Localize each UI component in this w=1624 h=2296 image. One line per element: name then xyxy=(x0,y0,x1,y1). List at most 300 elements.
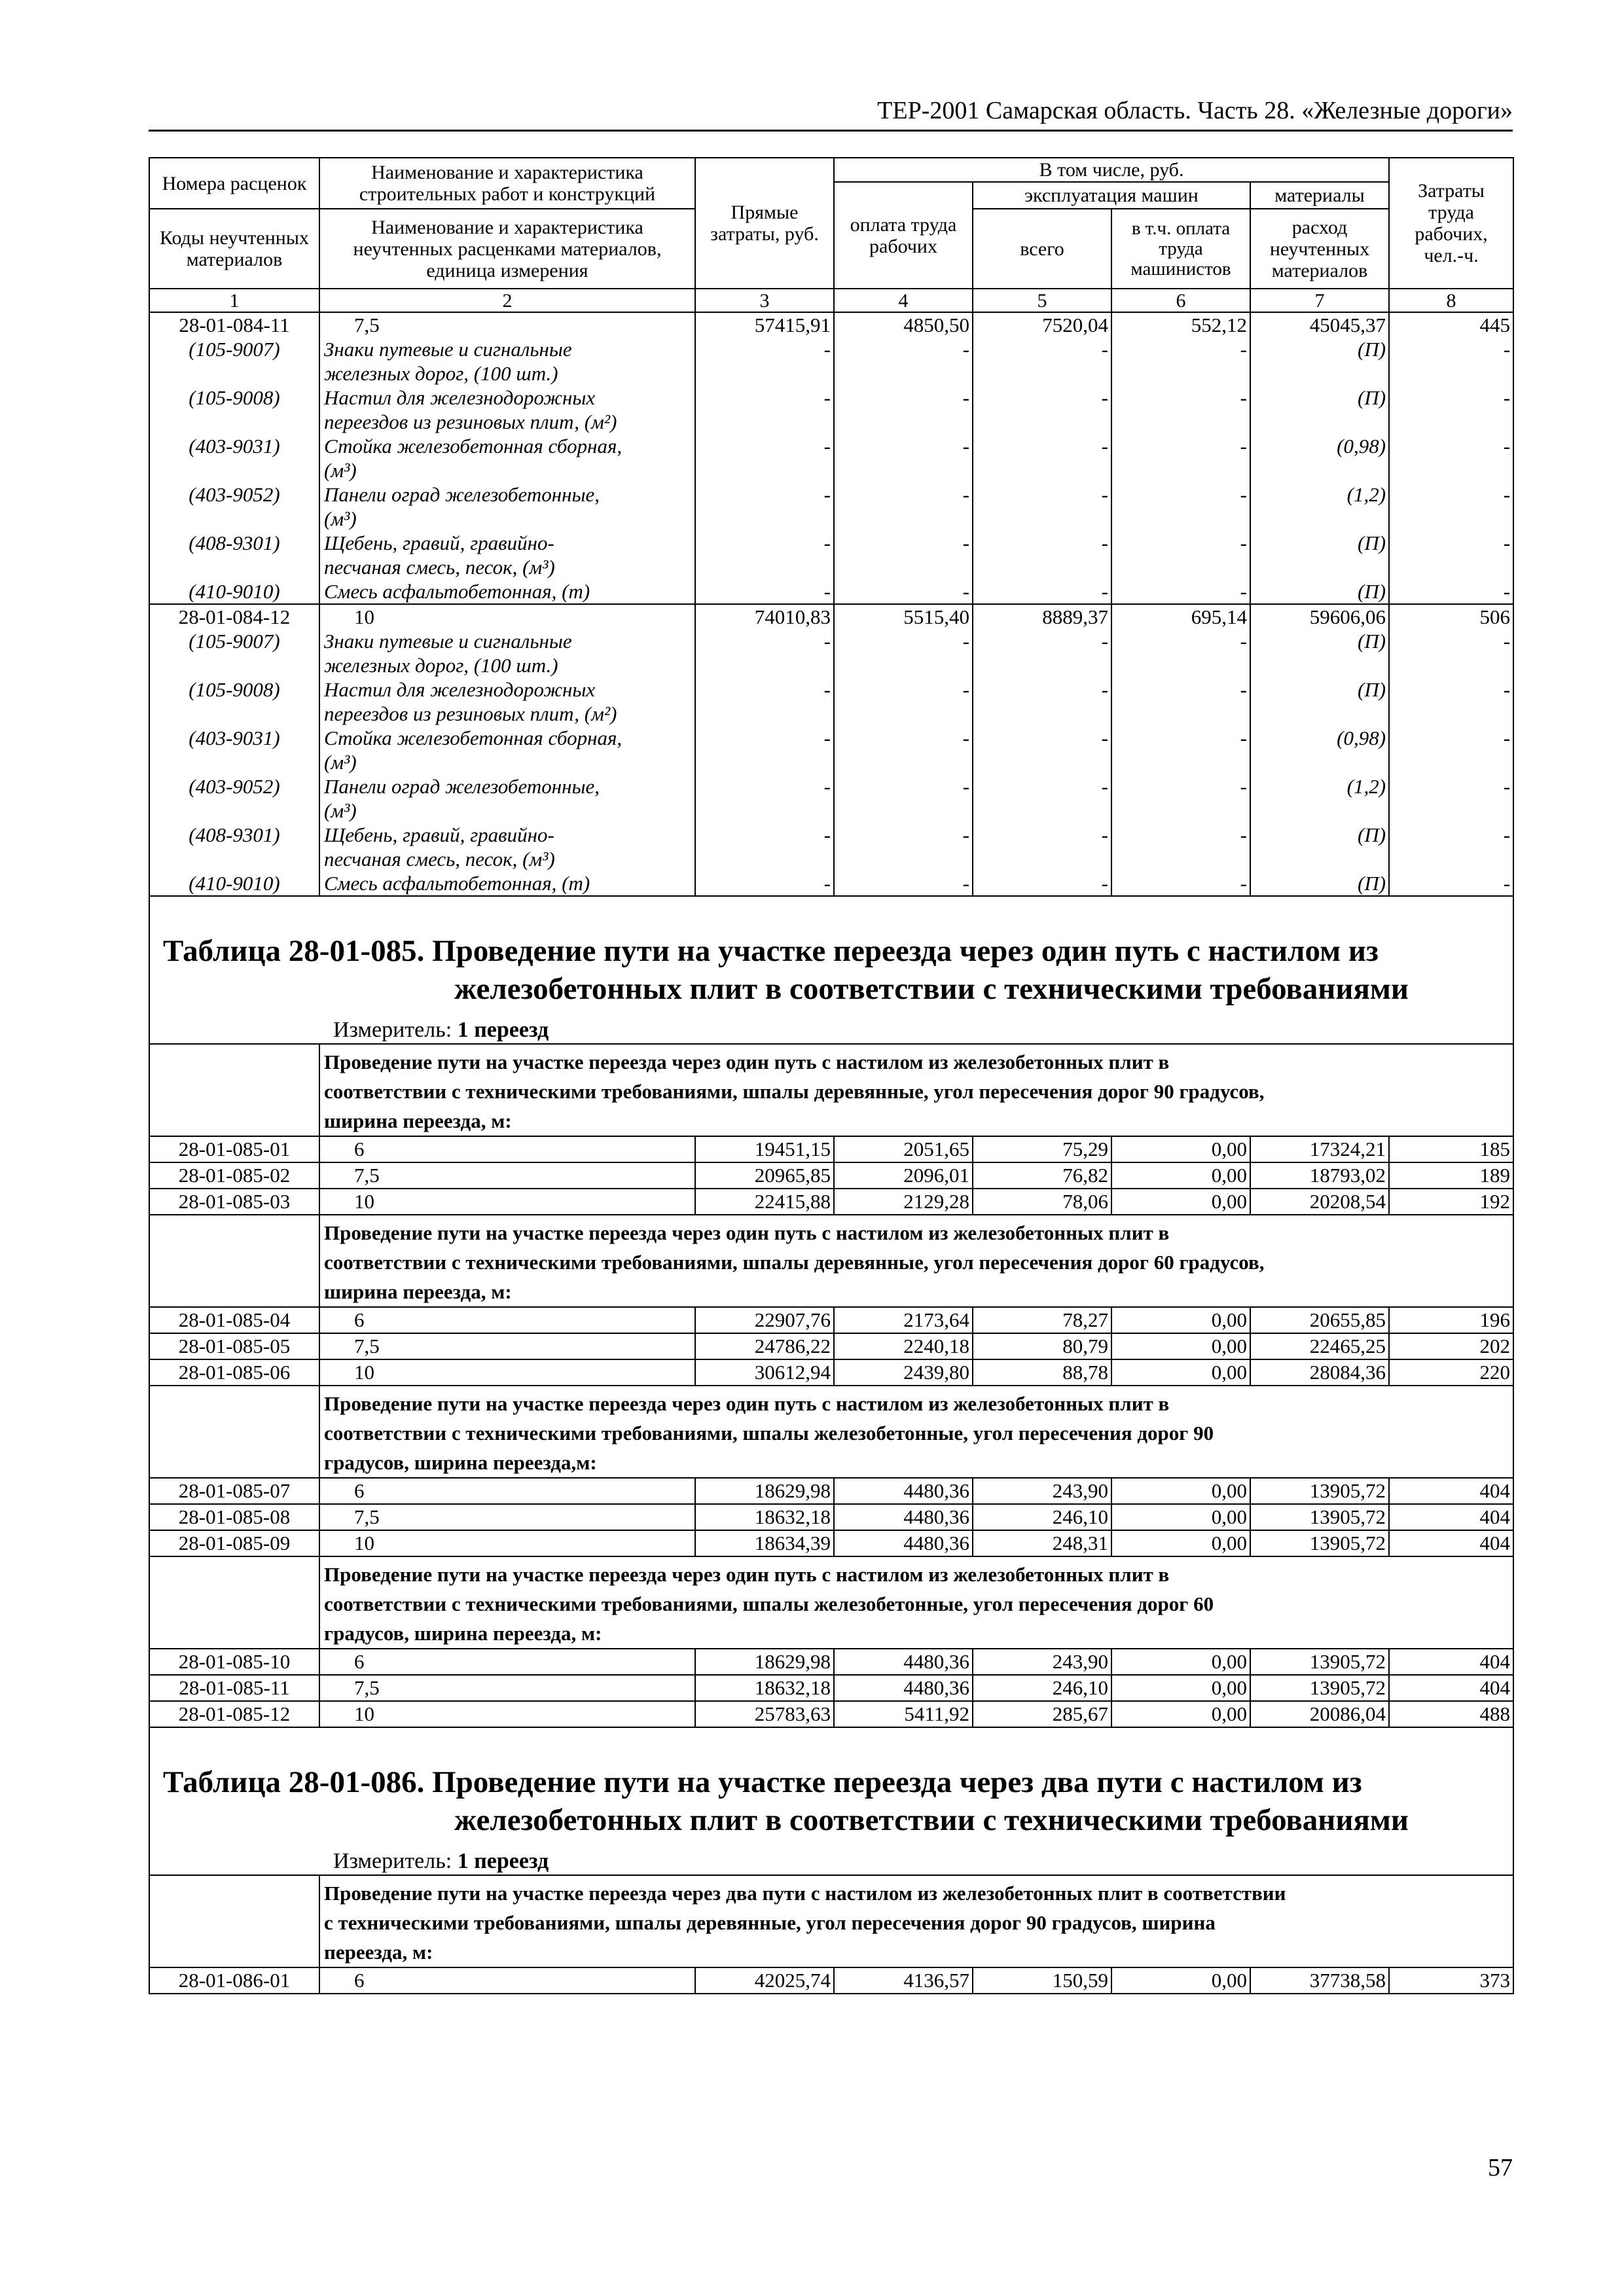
labor-cell: 506 xyxy=(1389,604,1513,629)
materials-cell: 13905,72 xyxy=(1250,1504,1389,1530)
materials-cell: 17324,21 xyxy=(1250,1136,1389,1162)
rate-code-cell: 28-01-085-04 xyxy=(149,1307,319,1333)
materials-cell: 22465,25 xyxy=(1250,1333,1389,1359)
group-heading-line: соответствии с техническими требованиями, шпалы деревянные, угол пересечения дорог 60 градусов, xyxy=(324,1251,1265,1274)
col-number: 2 xyxy=(319,289,695,312)
empty-cell xyxy=(149,1044,319,1136)
dash-cell: - xyxy=(834,337,973,386)
materials-cell: 28084,36 xyxy=(1250,1359,1389,1386)
machinist-wages-cell: 0,00 xyxy=(1111,1189,1250,1215)
wages-cell: 4480,36 xyxy=(834,1478,973,1504)
material-name-line: Щебень, гравий, гравийно- xyxy=(324,531,554,554)
measure-value: 1 переезд xyxy=(457,1018,549,1042)
group-heading-row xyxy=(149,1556,1513,1649)
material-code-cell: (410-9010) xyxy=(149,579,319,604)
material-name-line: (м³) xyxy=(324,507,357,530)
material-use-cell: (П) xyxy=(1250,337,1389,386)
col-head-labor: Затраты труда рабочих, чел.-ч. xyxy=(1389,158,1513,289)
material-name-line: железных дорог, (100 шт.) xyxy=(324,654,558,677)
material-use-cell: (0,98) xyxy=(1250,726,1389,774)
dash-cell: - xyxy=(973,726,1111,774)
material-code-cell: (403-9031) xyxy=(149,434,319,482)
machines-cell: 248,31 xyxy=(973,1530,1111,1556)
group-heading xyxy=(319,1215,1513,1307)
material-name-cell xyxy=(319,579,695,604)
machines-cell: 246,10 xyxy=(973,1504,1111,1530)
rate-name-cell: 10 xyxy=(319,1701,695,1727)
rate-row xyxy=(149,1701,1513,1727)
labor-cell: 445 xyxy=(1389,312,1513,337)
material-name-cell xyxy=(319,726,695,774)
rate-row xyxy=(149,1333,1513,1359)
material-use-cell: (1,2) xyxy=(1250,774,1389,823)
dash-cell: - xyxy=(695,677,834,726)
dash-cell: - xyxy=(834,579,973,604)
machines-cell: 246,10 xyxy=(973,1675,1111,1701)
rate-code-cell: 28-01-086-01 xyxy=(149,1967,319,1994)
col-number: 5 xyxy=(973,289,1111,312)
labor-cell: 220 xyxy=(1389,1359,1513,1386)
materials-cell: 18793,02 xyxy=(1250,1162,1389,1189)
rate-name-cell: 6 xyxy=(319,1136,695,1162)
material-name-line: (м³) xyxy=(324,751,357,774)
direct-cost-cell: 18629,98 xyxy=(695,1649,834,1675)
material-name-line: песчаная смесь, песок, (м³) xyxy=(324,848,555,870)
material-code-cell: (105-9007) xyxy=(149,337,319,386)
machines-cell: 8889,37 xyxy=(973,604,1111,629)
material-use-cell: (П) xyxy=(1250,531,1389,579)
material-code-cell: (403-9052) xyxy=(149,774,319,823)
labor-cell: 373 xyxy=(1389,1967,1513,1994)
rate-name-cell: 10 xyxy=(319,604,695,629)
rate-code-cell: 28-01-085-12 xyxy=(149,1701,319,1727)
group-heading-line: Проведение пути на участке переезда через один путь с настилом из железобетонных плит в xyxy=(324,1392,1170,1415)
dash-cell: - xyxy=(1389,629,1513,677)
group-heading-line: градусов, ширина переезда, м: xyxy=(324,1622,602,1645)
machinist-wages-cell: 0,00 xyxy=(1111,1504,1250,1530)
machinist-wages-cell: 0,00 xyxy=(1111,1359,1250,1386)
wages-cell: 5515,40 xyxy=(834,604,973,629)
labor-cell: 404 xyxy=(1389,1478,1513,1504)
material-code-cell: (408-9301) xyxy=(149,531,319,579)
labor-cell: 404 xyxy=(1389,1530,1513,1556)
materials-cell: 59606,06 xyxy=(1250,604,1389,629)
dash-cell: - xyxy=(1389,871,1513,896)
material-name-cell xyxy=(319,434,695,482)
material-use-cell: (П) xyxy=(1250,823,1389,871)
dash-cell: - xyxy=(973,337,1111,386)
dash-cell: - xyxy=(973,386,1111,434)
rate-code-cell: 28-01-085-09 xyxy=(149,1530,319,1556)
machinist-wages-cell: 0,00 xyxy=(1111,1701,1250,1727)
wages-cell: 4480,36 xyxy=(834,1504,973,1530)
material-use-cell: (П) xyxy=(1250,629,1389,677)
group-heading xyxy=(319,1386,1513,1478)
direct-cost-cell: 42025,74 xyxy=(695,1967,834,1994)
rate-row xyxy=(149,1649,1513,1675)
rate-code-cell: 28-01-085-01 xyxy=(149,1136,319,1162)
machines-cell: 150,59 xyxy=(973,1967,1111,1994)
material-row xyxy=(149,482,1513,531)
material-row xyxy=(149,579,1513,604)
machines-cell: 80,79 xyxy=(973,1333,1111,1359)
rate-code-cell: 28-01-085-05 xyxy=(149,1333,319,1359)
group-heading xyxy=(319,1556,1513,1649)
material-name-line: (м³) xyxy=(324,799,357,822)
dash-cell: - xyxy=(834,677,973,726)
dash-cell: - xyxy=(973,823,1111,871)
material-use-cell: (П) xyxy=(1250,871,1389,896)
labor-cell: 189 xyxy=(1389,1162,1513,1189)
wages-cell: 2096,01 xyxy=(834,1162,973,1189)
dash-cell: - xyxy=(695,337,834,386)
rate-name-cell: 7,5 xyxy=(319,1333,695,1359)
dash-cell: - xyxy=(834,774,973,823)
wages-cell: 2240,18 xyxy=(834,1333,973,1359)
rate-row xyxy=(149,604,1513,629)
machines-cell: 243,90 xyxy=(973,1478,1111,1504)
dash-cell: - xyxy=(1111,823,1250,871)
dash-cell: - xyxy=(1389,434,1513,482)
page-number: 57 xyxy=(1488,2154,1513,2181)
col-number: 3 xyxy=(695,289,834,312)
material-name-cell xyxy=(319,386,695,434)
material-name-cell xyxy=(319,823,695,871)
group-heading-row xyxy=(149,1875,1513,1967)
direct-cost-cell: 22415,88 xyxy=(695,1189,834,1215)
dash-cell: - xyxy=(834,726,973,774)
group-heading-line: Проведение пути на участке переезда через один путь с настилом из железобетонных плит в xyxy=(324,1563,1170,1586)
material-use-cell: (П) xyxy=(1250,677,1389,726)
wages-cell: 4480,36 xyxy=(834,1530,973,1556)
col-number: 1 xyxy=(149,289,319,312)
table-title-row xyxy=(149,1727,1513,1875)
machinist-wages-cell: 0,00 xyxy=(1111,1675,1250,1701)
dash-cell: - xyxy=(695,871,834,896)
rate-code-cell: 28-01-085-02 xyxy=(149,1162,319,1189)
material-name-line: Настил для железнодорожных xyxy=(324,678,596,701)
dash-cell: - xyxy=(1389,482,1513,531)
rate-code-cell: 28-01-084-12 xyxy=(149,604,319,629)
dash-cell: - xyxy=(834,482,973,531)
dash-cell: - xyxy=(973,774,1111,823)
table-title-row xyxy=(149,896,1513,1044)
wages-cell: 2439,80 xyxy=(834,1359,973,1386)
material-name-line: Стойка железобетонная сборная, xyxy=(324,726,623,749)
material-name-cell xyxy=(319,871,695,896)
group-heading-row xyxy=(149,1044,1513,1136)
dash-cell: - xyxy=(834,871,973,896)
measure-unit xyxy=(150,1017,1513,1043)
material-name-line: переездов из резиновых плит, (м²) xyxy=(324,410,617,433)
group-heading-line: ширина переезда, м: xyxy=(324,1109,512,1132)
direct-cost-cell: 57415,91 xyxy=(695,312,834,337)
labor-cell: 404 xyxy=(1389,1504,1513,1530)
table-header xyxy=(149,158,1513,312)
material-use-cell: (П) xyxy=(1250,386,1389,434)
rate-row xyxy=(149,1359,1513,1386)
rate-name-cell: 10 xyxy=(319,1359,695,1386)
rate-block-084-11 xyxy=(149,312,1513,604)
col-head-machines-total: всего xyxy=(973,209,1111,289)
col-head-wages: оплата труда рабочих xyxy=(834,182,973,289)
dash-cell: - xyxy=(1389,677,1513,726)
rate-name-cell: 7,5 xyxy=(319,1162,695,1189)
empty-cell xyxy=(149,1556,319,1649)
dash-cell: - xyxy=(1389,386,1513,434)
wages-cell: 4850,50 xyxy=(834,312,973,337)
group-heading-line: ширина переезда, м: xyxy=(324,1280,512,1303)
empty-cell xyxy=(149,1386,319,1478)
dash-cell: - xyxy=(834,629,973,677)
machinist-wages-cell: 0,00 xyxy=(1111,1307,1250,1333)
dash-cell: - xyxy=(695,386,834,434)
dash-cell: - xyxy=(1111,871,1250,896)
wages-cell: 4480,36 xyxy=(834,1649,973,1675)
material-row xyxy=(149,386,1513,434)
dash-cell: - xyxy=(1389,337,1513,386)
materials-cell: 37738,58 xyxy=(1250,1967,1389,1994)
measure-unit xyxy=(150,1848,1513,1874)
materials-cell: 13905,72 xyxy=(1250,1649,1389,1675)
dash-cell: - xyxy=(1111,579,1250,604)
group-heading-line: соответствии с техническими требованиями, шпалы железобетонные, угол пересечения дорог 60 xyxy=(324,1592,1214,1615)
dash-cell: - xyxy=(1111,677,1250,726)
dash-cell: - xyxy=(695,629,834,677)
material-name-line: Знаки путевые и сигнальные xyxy=(324,630,572,653)
machinist-wages-cell: 0,00 xyxy=(1111,1967,1250,1994)
group-heading-line: соответствии с техническими требованиями, шпалы железобетонные, угол пересечения дорог 90 xyxy=(324,1422,1214,1444)
machinist-wages-cell: 552,12 xyxy=(1111,312,1250,337)
table-title-line: Таблица 28-01-086. Проведение пути на участке переезда через два пути с настилом из xyxy=(163,1765,1362,1799)
col-number: 8 xyxy=(1389,289,1513,312)
material-row xyxy=(149,531,1513,579)
header-rule xyxy=(149,130,1513,132)
table-28-01-086 xyxy=(149,1727,1513,1994)
materials-cell: 13905,72 xyxy=(1250,1530,1389,1556)
dash-cell: - xyxy=(834,823,973,871)
price-table xyxy=(149,157,1513,1994)
material-use-cell: (П) xyxy=(1250,579,1389,604)
rate-row xyxy=(149,1307,1513,1333)
wages-cell: 4480,36 xyxy=(834,1675,973,1701)
material-name-line: песчаная смесь, песок, (м³) xyxy=(324,556,555,579)
rate-name-cell: 6 xyxy=(319,1967,695,1994)
material-row xyxy=(149,677,1513,726)
col-head-rate-numbers: Номера расценок xyxy=(149,158,319,209)
material-name-cell xyxy=(319,337,695,386)
table-title-line: железобетонных плит в соответствии с техническими требованиями xyxy=(454,1803,1409,1837)
machinist-wages-cell: 0,00 xyxy=(1111,1333,1250,1359)
material-name-line: Знаки путевые и сигнальные xyxy=(324,338,572,361)
dash-cell: - xyxy=(1389,823,1513,871)
empty-cell xyxy=(149,1215,319,1307)
table-title xyxy=(149,896,1513,1044)
group-heading xyxy=(319,1044,1513,1136)
wages-cell: 4136,57 xyxy=(834,1967,973,1994)
col-head-material-codes: Коды неучтенных материалов xyxy=(149,209,319,289)
dash-cell: - xyxy=(973,434,1111,482)
material-row xyxy=(149,629,1513,677)
group-heading-line: с техническими требованиями, шпалы деревянные, угол пересечения дорог 90 градусов, ширина xyxy=(324,1911,1216,1934)
dash-cell: - xyxy=(834,386,973,434)
materials-cell: 20208,54 xyxy=(1250,1189,1389,1215)
dash-cell: - xyxy=(973,871,1111,896)
machinist-wages-cell: 0,00 xyxy=(1111,1649,1250,1675)
material-row xyxy=(149,434,1513,482)
dash-cell: - xyxy=(973,629,1111,677)
rate-code-cell: 28-01-085-11 xyxy=(149,1675,319,1701)
material-row xyxy=(149,774,1513,823)
material-name-line: Смесь асфальтобетонная, (т) xyxy=(324,580,590,603)
wages-cell: 2051,65 xyxy=(834,1136,973,1162)
rate-name-cell: 10 xyxy=(319,1189,695,1215)
material-code-cell: (105-9008) xyxy=(149,386,319,434)
direct-cost-cell: 30612,94 xyxy=(695,1359,834,1386)
materials-cell: 20086,04 xyxy=(1250,1701,1389,1727)
dash-cell: - xyxy=(1389,726,1513,774)
material-name-line: железных дорог, (100 шт.) xyxy=(324,362,558,385)
rate-code-cell: 28-01-085-07 xyxy=(149,1478,319,1504)
dash-cell: - xyxy=(1389,579,1513,604)
material-name-line: Панели оград железобетонные, xyxy=(324,775,600,798)
dash-cell: - xyxy=(973,579,1111,604)
rate-code-cell: 28-01-085-03 xyxy=(149,1189,319,1215)
direct-cost-cell: 18632,18 xyxy=(695,1675,834,1701)
col-number: 7 xyxy=(1250,289,1389,312)
material-name-line: переездов из резиновых плит, (м²) xyxy=(324,702,617,725)
machinist-wages-cell: 0,00 xyxy=(1111,1478,1250,1504)
direct-cost-cell: 18634,39 xyxy=(695,1530,834,1556)
dash-cell: - xyxy=(834,434,973,482)
material-use-cell: (0,98) xyxy=(1250,434,1389,482)
material-row xyxy=(149,726,1513,774)
col-head-material-names: Наименование и характеристика неучтенных расценками материалов, единица измерения xyxy=(319,209,695,289)
table-title-line: железобетонных плит в соответствии с техническими требованиями xyxy=(454,972,1409,1006)
table-28-01-085 xyxy=(149,896,1513,1727)
rate-name-cell: 7,5 xyxy=(319,312,695,337)
machinist-wages-cell: 0,00 xyxy=(1111,1136,1250,1162)
empty-cell xyxy=(149,1875,319,1967)
group-heading-line: градусов, ширина переезда,м: xyxy=(324,1451,597,1474)
table-title-line: Таблица 28-01-085. Проведение пути на участке переезда через один путь с настилом из xyxy=(163,934,1379,968)
dash-cell: - xyxy=(1111,434,1250,482)
material-name-line: (м³) xyxy=(324,459,357,482)
machines-cell: 285,67 xyxy=(973,1701,1111,1727)
dash-cell: - xyxy=(1389,774,1513,823)
dash-cell: - xyxy=(1111,531,1250,579)
machines-cell: 243,90 xyxy=(973,1649,1111,1675)
direct-cost-cell: 18632,18 xyxy=(695,1504,834,1530)
dash-cell: - xyxy=(1111,482,1250,531)
direct-cost-cell: 25783,63 xyxy=(695,1701,834,1727)
direct-cost-cell: 19451,15 xyxy=(695,1136,834,1162)
rate-code-cell: 28-01-084-11 xyxy=(149,312,319,337)
labor-cell: 192 xyxy=(1389,1189,1513,1215)
dash-cell: - xyxy=(973,677,1111,726)
dash-cell: - xyxy=(695,434,834,482)
dash-cell: - xyxy=(973,531,1111,579)
measure-value: 1 переезд xyxy=(457,1849,549,1873)
direct-cost-cell: 74010,83 xyxy=(695,604,834,629)
rate-name-cell: 6 xyxy=(319,1307,695,1333)
labor-cell: 196 xyxy=(1389,1307,1513,1333)
material-code-cell: (403-9052) xyxy=(149,482,319,531)
material-use-cell: (1,2) xyxy=(1250,482,1389,531)
machines-cell: 76,82 xyxy=(973,1162,1111,1189)
rate-row xyxy=(149,1136,1513,1162)
material-name-line: Смесь асфальтобетонная, (т) xyxy=(324,872,590,895)
material-name-line: Стойка железобетонная сборная, xyxy=(324,435,623,457)
rate-row xyxy=(149,1675,1513,1701)
material-name-cell xyxy=(319,677,695,726)
wages-cell: 5411,92 xyxy=(834,1701,973,1727)
col-number: 6 xyxy=(1111,289,1250,312)
labor-cell: 488 xyxy=(1389,1701,1513,1727)
dash-cell: - xyxy=(695,531,834,579)
rate-name-cell: 7,5 xyxy=(319,1504,695,1530)
material-code-cell: (403-9031) xyxy=(149,726,319,774)
rate-name-cell: 7,5 xyxy=(319,1675,695,1701)
machinist-wages-cell: 0,00 xyxy=(1111,1530,1250,1556)
material-name-line: Панели оград железобетонные, xyxy=(324,483,600,506)
dash-cell: - xyxy=(695,726,834,774)
col-head-machinist-wages: в т.ч. оплата труда машинистов xyxy=(1111,209,1250,289)
rate-row xyxy=(149,312,1513,337)
dash-cell: - xyxy=(1111,386,1250,434)
machines-cell: 75,29 xyxy=(973,1136,1111,1162)
group-heading xyxy=(319,1875,1513,1967)
measure-label: Измеритель: xyxy=(333,1018,452,1042)
material-name-cell xyxy=(319,531,695,579)
dash-cell: - xyxy=(695,579,834,604)
group-heading-row xyxy=(149,1215,1513,1307)
materials-cell: 20655,85 xyxy=(1250,1307,1389,1333)
wages-cell: 2129,28 xyxy=(834,1189,973,1215)
measure-label: Измеритель: xyxy=(333,1849,452,1873)
col-head-machines: эксплуатация машин xyxy=(973,182,1250,209)
dash-cell: - xyxy=(1111,774,1250,823)
machines-cell: 78,06 xyxy=(973,1189,1111,1215)
dash-cell: - xyxy=(1389,531,1513,579)
rate-row xyxy=(149,1189,1513,1215)
material-code-cell: (408-9301) xyxy=(149,823,319,871)
labor-cell: 404 xyxy=(1389,1649,1513,1675)
col-head-including: В том числе, руб. xyxy=(834,158,1389,182)
group-heading-line: соответствии с техническими требованиями, шпалы деревянные, угол пересечения дорог 90 градусов, xyxy=(324,1080,1265,1103)
labor-cell: 202 xyxy=(1389,1333,1513,1359)
rate-code-cell: 28-01-085-06 xyxy=(149,1359,319,1386)
materials-cell: 45045,37 xyxy=(1250,312,1389,337)
material-row xyxy=(149,871,1513,896)
rate-row xyxy=(149,1530,1513,1556)
labor-cell: 185 xyxy=(1389,1136,1513,1162)
dash-cell: - xyxy=(1111,337,1250,386)
material-name-cell xyxy=(319,774,695,823)
group-heading-line: переезда, м: xyxy=(324,1941,433,1964)
labor-cell: 404 xyxy=(1389,1675,1513,1701)
table-title xyxy=(149,1727,1513,1875)
rate-row xyxy=(149,1967,1513,1994)
machines-cell: 78,27 xyxy=(973,1307,1111,1333)
material-name-cell xyxy=(319,482,695,531)
rate-block-084-12 xyxy=(149,604,1513,896)
col-head-direct-costs: Прямые затраты, руб. xyxy=(695,158,834,289)
material-row xyxy=(149,337,1513,386)
rate-name-cell: 6 xyxy=(319,1478,695,1504)
rate-row xyxy=(149,1162,1513,1189)
material-name-cell xyxy=(319,629,695,677)
